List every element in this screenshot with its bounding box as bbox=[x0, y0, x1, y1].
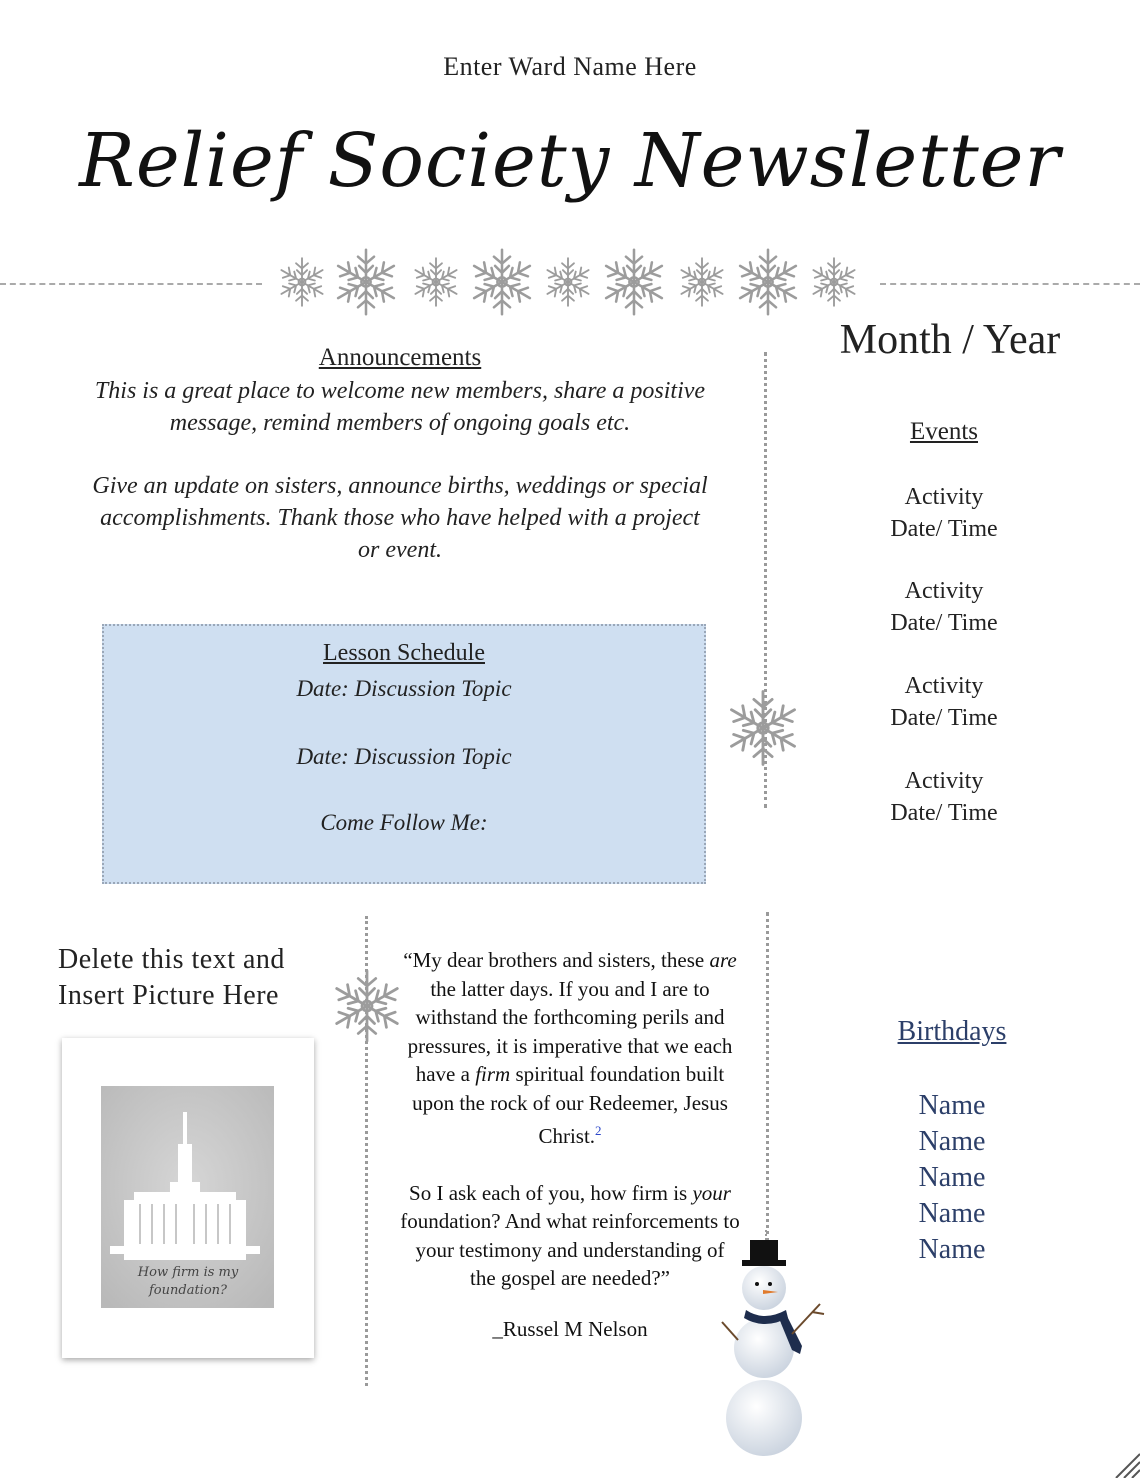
ward-name: Enter Ward Name Here bbox=[443, 52, 697, 81]
picture-placeholder-text: Delete this text and Insert Picture Here bbox=[58, 944, 285, 1011]
lesson-item: Come Follow Me: bbox=[320, 810, 488, 835]
event-item bbox=[844, 481, 1044, 545]
snowflake-icon bbox=[326, 964, 408, 1048]
snowflake-icon bbox=[544, 258, 591, 306]
corner-stripes bbox=[1112, 1450, 1140, 1478]
event-activity: Activity bbox=[904, 484, 984, 510]
picture-frame[interactable] bbox=[62, 1038, 314, 1358]
lesson-item: Date: Discussion Topic bbox=[296, 744, 512, 769]
snowflake-icon bbox=[334, 250, 398, 314]
temple-picture bbox=[62, 1038, 314, 1358]
birthday-name: Name bbox=[918, 1234, 986, 1265]
column-divider-bottom-right bbox=[766, 912, 769, 1242]
snowflake-icon bbox=[602, 250, 666, 314]
snowflake-icon bbox=[412, 258, 459, 306]
event-item bbox=[844, 670, 1044, 734]
header-divider-right bbox=[880, 283, 1140, 285]
birthdays-heading: Birthdays bbox=[897, 1016, 1007, 1047]
event-item bbox=[844, 575, 1044, 639]
picture-caption: How firm is my bbox=[137, 1265, 239, 1280]
event-item bbox=[844, 765, 1044, 829]
month-year: Month / Year bbox=[839, 317, 1061, 363]
event-datetime: Date/ Time bbox=[890, 800, 998, 826]
footnote-ref[interactable]: 2 bbox=[595, 1123, 602, 1138]
snowflake-icon bbox=[278, 258, 325, 306]
birthday-name: Name bbox=[918, 1126, 986, 1157]
quote-paragraph: “My dear brothers and sisters, these are the latter days. If you and I are to withstand the forthcoming perils and pressures, it is imperative that we each have a firm spiritual foundation built upon the rock of our Redeemer, Jesus Christ.$^2$ bbox=[403, 948, 737, 1148]
lesson-schedule-box bbox=[102, 624, 706, 884]
snowflake-icon bbox=[810, 258, 857, 306]
event-datetime: Date/ Time bbox=[890, 516, 998, 542]
event-datetime: Date/ Time bbox=[890, 705, 998, 731]
snowflake-icon bbox=[736, 250, 800, 314]
announcements-paragraph: Give an update on sisters, announce births, weddings or special accomplishments. Thank those who have helped with a project or event. bbox=[92, 473, 708, 563]
snowman-icon bbox=[716, 1230, 840, 1470]
event-activity: Activity bbox=[904, 673, 984, 699]
quote-author: _Russel M Nelson bbox=[492, 1316, 648, 1341]
event-activity: Activity bbox=[904, 768, 984, 794]
snowflake-icon bbox=[722, 684, 804, 772]
birthday-name: Name bbox=[918, 1198, 986, 1229]
newsletter-title: Relief Society Newsletter bbox=[79, 118, 1061, 204]
birthday-name: Name bbox=[918, 1162, 986, 1193]
announcements-heading: Announcements bbox=[318, 344, 482, 371]
events-heading: Events bbox=[909, 418, 979, 445]
lesson-item: Date: Discussion Topic bbox=[296, 676, 512, 701]
announcements-paragraph: This is a great place to welcome new members, share a positive message, remind members of ongoing goals etc. bbox=[94, 378, 706, 436]
quote-paragraph: So I ask each of you, how firm is your foundation? And what reinforcements to your testimony and understanding of the gospel are needed?” bbox=[400, 1180, 740, 1290]
quote-block bbox=[400, 946, 740, 1343]
birthday-name: Name bbox=[918, 1090, 986, 1121]
picture-caption: foundation? bbox=[148, 1283, 228, 1298]
snowflake-icon bbox=[470, 250, 534, 314]
snowflake-border bbox=[272, 240, 868, 324]
lesson-schedule-heading: Lesson Schedule bbox=[323, 640, 485, 666]
event-activity: Activity bbox=[904, 578, 984, 604]
snowflake-icon bbox=[678, 258, 725, 306]
header-divider-left bbox=[0, 283, 262, 285]
event-datetime: Date/ Time bbox=[890, 610, 998, 636]
